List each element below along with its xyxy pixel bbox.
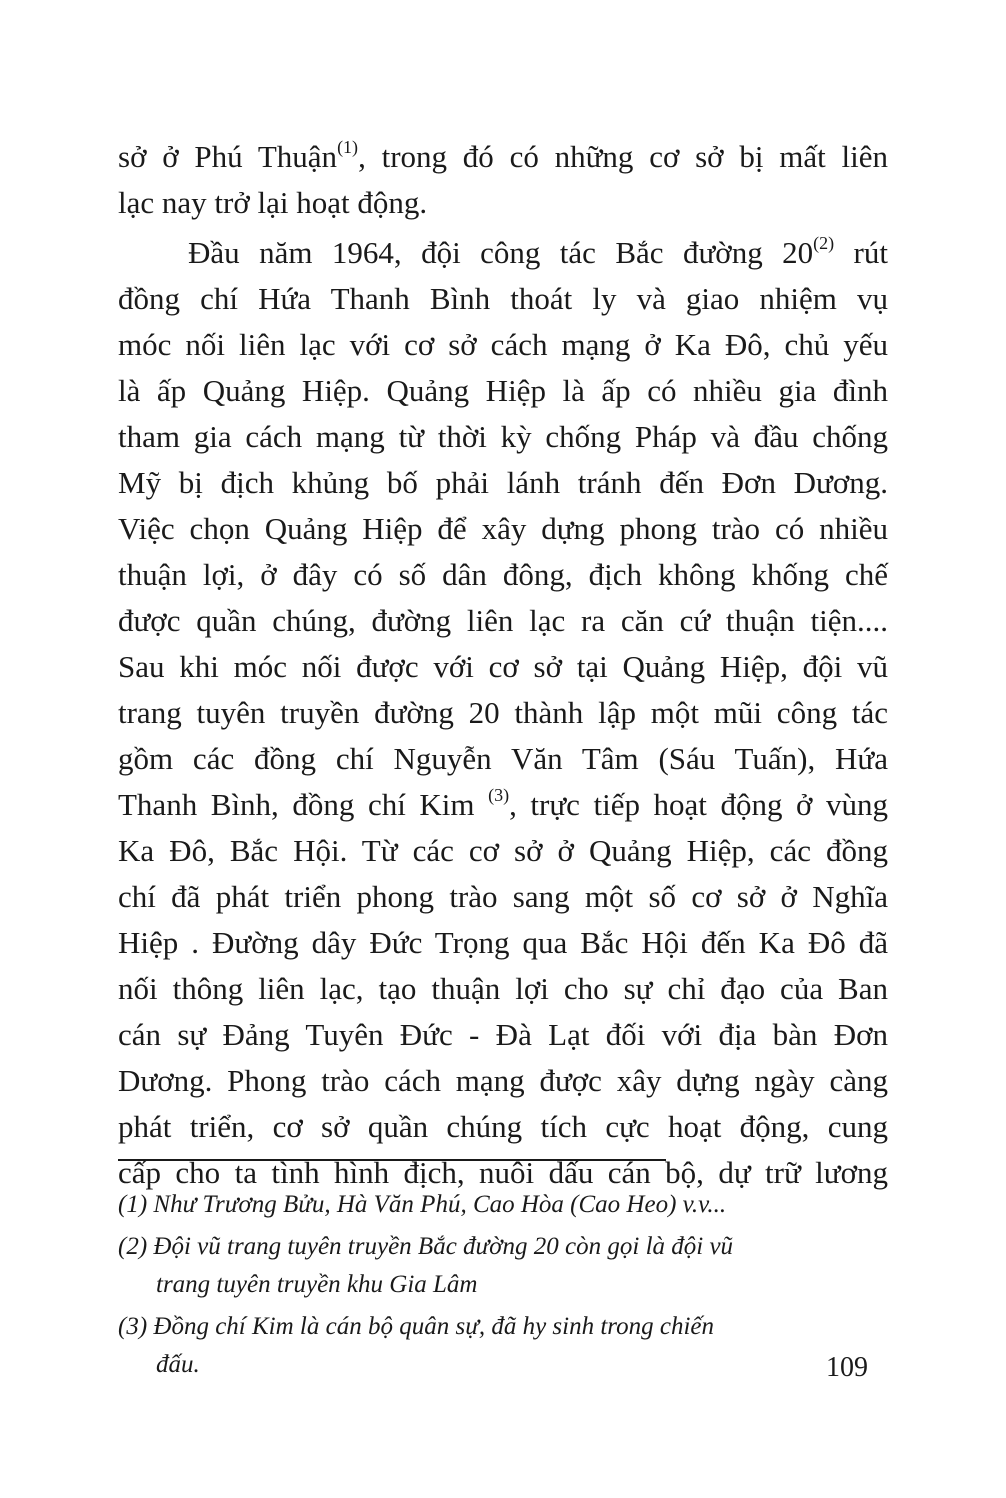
footnote-3 bbox=[118, 1308, 878, 1384]
text-line: là ấp Quảng Hiệp. Quảng Hiệp là ấp có nhiều gia đình bbox=[118, 373, 888, 408]
text-line bbox=[118, 230, 888, 276]
text-fragment: , trực tiếp hoạt động ở vùng bbox=[509, 787, 888, 822]
text-line: trang tuyên truyền đường 20 thành lập một mũi công tác bbox=[118, 695, 888, 730]
text-fragment: sở ở Phú Thuận bbox=[118, 139, 338, 174]
text-line: tham gia cách mạng từ thời kỳ chống Pháp và đầu chống bbox=[118, 419, 888, 454]
text-line: được quần chúng, đường liên lạc ra căn cứ thuận tiện.... bbox=[118, 603, 888, 638]
footnote-ref-3: (3) bbox=[488, 785, 510, 805]
text-fragment: , trong đó có những cơ sở bị mất liên bbox=[358, 139, 888, 174]
text-line: Ka Đô, Bắc Hội. Từ các cơ sở ở Quảng Hiệp, các đồng bbox=[118, 833, 888, 868]
footnote-2-line-2: trang tuyên truyền khu Gia Lâm bbox=[156, 1271, 478, 1298]
text-line: đồng chí Hứa Thanh Bình thoát ly và giao nhiệm vụ bbox=[118, 281, 888, 316]
text-line: Việc chọn Quảng Hiệp để xây dựng phong trào có nhiều bbox=[118, 511, 888, 546]
text-line: chí đã phát triển phong trào sang một số cơ sở ở Nghĩa bbox=[118, 879, 888, 914]
footnote-ref-1: (1) bbox=[337, 137, 359, 157]
text-line bbox=[118, 782, 888, 828]
footnote-divider bbox=[118, 1159, 666, 1161]
text-line: nối thông liên lạc, tạo thuận lợi cho sự chỉ đạo của Ban bbox=[118, 971, 888, 1006]
footnotes bbox=[118, 1186, 878, 1388]
text-line: cấp cho ta tình hình địch, nuôi dấu cán bộ, dự trữ lương bbox=[118, 1155, 888, 1190]
page-number: 109 bbox=[826, 1352, 868, 1383]
text-line: lạc nay trở lại hoạt động. bbox=[118, 185, 428, 220]
body-text bbox=[118, 134, 888, 1196]
text-line: móc nối liên lạc với cơ sở cách mạng ở Ka Đô, chủ yếu bbox=[118, 327, 888, 362]
text-line: gồm các đồng chí Nguyễn Văn Tâm (Sáu Tuấn), Hứa bbox=[118, 741, 888, 776]
footnote-1: (1) Như Trương Bửu, Hà Văn Phú, Cao Hòa (Cao Heo) v.v... bbox=[118, 1191, 727, 1218]
text-fragment: Thanh Bình, đồng chí Kim bbox=[118, 787, 489, 822]
text-line: Hiệp . Đường dây Đức Trọng qua Bắc Hội đến Ka Đô đã bbox=[118, 925, 888, 960]
footnote-2 bbox=[118, 1228, 878, 1304]
text-fragment: rút bbox=[834, 235, 888, 270]
text-fragment: Đầu năm 1964, đội công tác Bắc đường 20 bbox=[188, 235, 814, 270]
text-line bbox=[118, 134, 888, 180]
text-line: cán sự Đảng Tuyên Đức - Đà Lạt đối với địa bàn Đơn bbox=[118, 1017, 888, 1052]
footnote-3-line-2: đấu. bbox=[156, 1351, 200, 1378]
text-line: Sau khi móc nối được với cơ sở tại Quảng Hiệp, đội vũ bbox=[118, 649, 888, 684]
footnote-2-line-1: (2) Đội vũ trang tuyên truyền Bắc đường 20 còn gọi là đội vũ bbox=[118, 1233, 734, 1260]
paragraph-2 bbox=[118, 230, 888, 1196]
footnote-3-line-1: (3) Đồng chí Kim là cán bộ quân sự, đã hy sinh trong chiến bbox=[118, 1313, 714, 1340]
text-line: Mỹ bị địch khủng bố phải lánh tránh đến Đơn Dương. bbox=[118, 465, 888, 500]
paragraph-1 bbox=[118, 134, 888, 226]
text-line: Dương. Phong trào cách mạng được xây dựng ngày càng bbox=[118, 1063, 888, 1098]
footnote-ref-2: (2) bbox=[813, 233, 835, 253]
text-line: phát triển, cơ sở quần chúng tích cực hoạt động, cung bbox=[118, 1109, 888, 1144]
text-line: thuận lợi, ở đây có số dân đông, địch không khống chế bbox=[118, 557, 888, 592]
